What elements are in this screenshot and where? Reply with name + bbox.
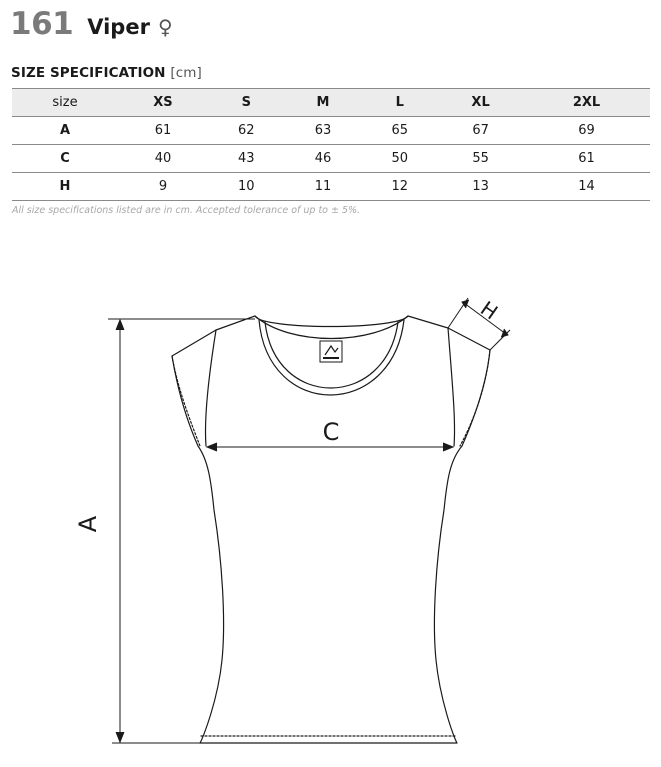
product-code: 161 [10, 6, 74, 42]
column-header: M [285, 89, 362, 117]
table-cell: 14 [523, 173, 650, 201]
dimension-a-arrow-bottom [116, 732, 124, 742]
column-header: XS [118, 89, 208, 117]
dimension-a-label: A [74, 515, 102, 533]
table-cell: 61 [523, 145, 650, 173]
table-cell: 10 [208, 173, 285, 201]
dimension-c-label: C [322, 418, 340, 446]
table-cell: 61 [118, 117, 208, 145]
table-cell: 55 [438, 145, 523, 173]
table-cell: 69 [523, 117, 650, 145]
table-cell: 11 [285, 173, 362, 201]
product-name: Viper [87, 15, 150, 39]
female-symbol-icon: ♀ [157, 15, 173, 39]
spec-unit: [cm] [170, 65, 202, 81]
dimension-c-arrow-left [207, 443, 217, 451]
dimension-h-label: H [476, 296, 503, 325]
table-cell: 46 [285, 145, 362, 173]
table-cell: 63 [285, 117, 362, 145]
table-cell: 12 [361, 173, 438, 201]
table-cell: 50 [361, 145, 438, 173]
tshirt-outline [172, 316, 490, 743]
table-cell: 40 [118, 145, 208, 173]
column-header: XL [438, 89, 523, 117]
row-label: C [12, 145, 118, 173]
right-armhole-seam [448, 328, 455, 446]
tolerance-note: All size specifications listed are in cm. Accepted tolerance of up to ± 5%. [12, 205, 361, 216]
table-cell: 9 [118, 173, 208, 201]
table-cell: 65 [361, 117, 438, 145]
column-header: S [208, 89, 285, 117]
neck-label [320, 341, 342, 362]
table-cell: 43 [208, 145, 285, 173]
dimension-a-arrow-top [116, 320, 124, 330]
left-armhole-seam [205, 330, 216, 446]
table-cell: 62 [208, 117, 285, 145]
row-label: A [12, 117, 118, 145]
row-label: H [12, 173, 118, 201]
right-sleeve-hem [460, 350, 490, 446]
dimension-h-arrow-bottom [501, 329, 508, 337]
column-header: size [12, 89, 118, 117]
left-sleeve-hem [172, 356, 200, 446]
spec-title-text: SIZE SPECIFICATION [11, 65, 166, 81]
dimension-h-arrow-top [462, 300, 469, 308]
column-header: L [361, 89, 438, 117]
table-cell: 13 [438, 173, 523, 201]
table-cell: 67 [438, 117, 523, 145]
column-header: 2XL [523, 89, 650, 117]
neck-binding [255, 316, 408, 327]
dimension-c-arrow-right [443, 443, 453, 451]
